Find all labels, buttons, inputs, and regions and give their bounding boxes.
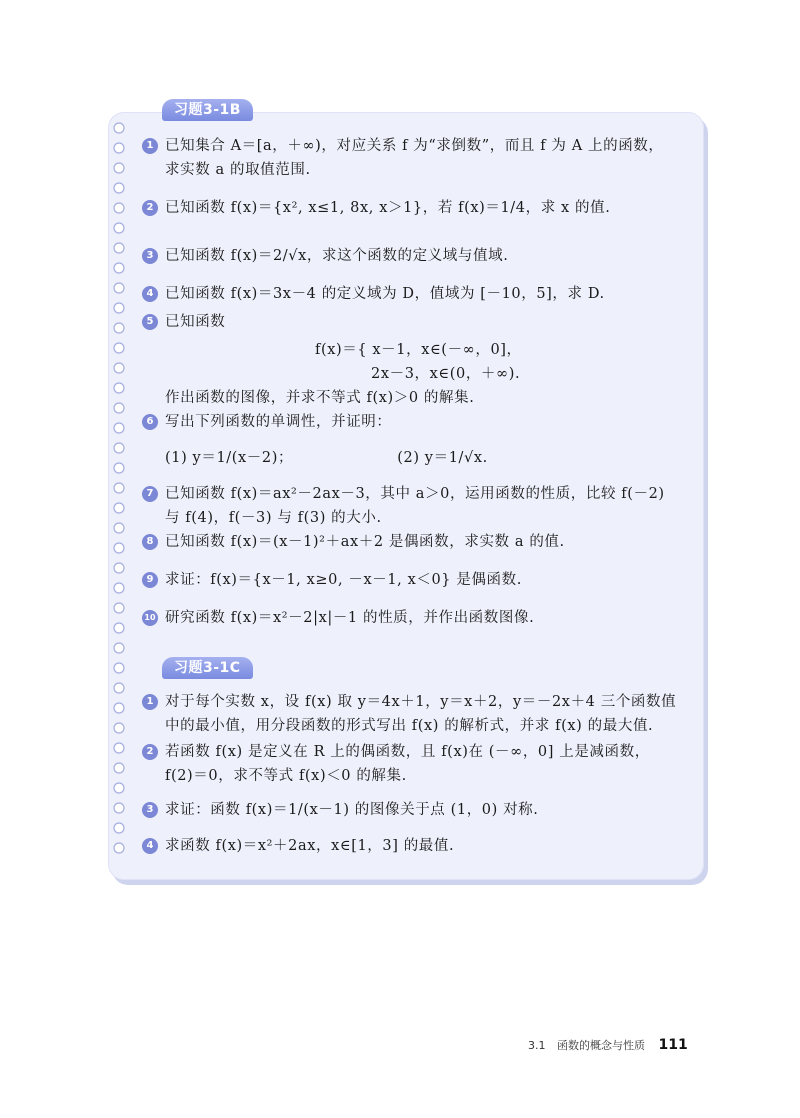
problem-text: 已知函数 xyxy=(165,314,226,330)
problem-text: 已知函数 f(x)＝3x－4 的定义域为 D，值域为 [－10，5]，求 D. xyxy=(165,286,605,302)
problem-text: 已知集合 A＝[a，＋∞)，对应关系 f 为“求倒数”，而且 f 为 A 上的函数， xyxy=(165,138,664,154)
problem-text: 已知函数 f(x)＝ax²－2ax－3，其中 a＞0，运用函数的性质，比较 f(－2) xyxy=(165,486,665,502)
problem-number: 2 xyxy=(142,744,158,760)
problem-text: 若函数 f(x) 是定义在 R 上的偶函数，且 f(x)在 (－∞，0] 上是减函数， xyxy=(165,744,650,760)
problem-number: 3 xyxy=(142,802,158,818)
problem-number: 4 xyxy=(142,286,158,302)
problem-number: 10 xyxy=(142,610,158,626)
problem-subparts: (1) y＝1/(x－2)； (2) y＝1/√x. xyxy=(165,450,488,466)
problem-text: 已知函数 f(x)＝{x², x≤1, 8x, x＞1}，若 f(x)＝1/4，求 x 的值. xyxy=(165,200,611,216)
problem-text: 对于每个实数 x，设 f(x) 取 y＝4x＋1，y＝x＋2，y＝－2x＋4 三个函数值 xyxy=(165,694,677,710)
page-number: 111 xyxy=(658,1037,688,1053)
problem-number: 5 xyxy=(142,314,158,330)
problem-text: 作出函数的图像，并求不等式 f(x)＞0 的解集. xyxy=(165,390,475,406)
problem-number: 8 xyxy=(142,534,158,550)
page-footer xyxy=(528,1037,688,1053)
problem-text: f(2)＝0，求不等式 f(x)＜0 的解集. xyxy=(165,768,407,784)
problem-number: 3 xyxy=(142,248,158,264)
problem-number: 9 xyxy=(142,572,158,588)
problem-text: 研究函数 f(x)＝x²－2|x|－1 的性质，并作出函数图像. xyxy=(165,610,535,626)
footer-chapter-title: 函数的概念与性质 xyxy=(557,1039,645,1052)
problem-formula: 2x－3，x∈(0，＋∞). xyxy=(371,366,521,382)
problem-number: 1 xyxy=(142,138,158,154)
problem-text: 与 f(4)，f(－3) 与 f(3) 的大小. xyxy=(165,510,382,526)
problem-text: 写出下列函数的单调性，并证明： xyxy=(165,414,392,430)
problem-text: 求证：函数 f(x)＝1/(x－1) 的图像关于点 (1，0) 对称. xyxy=(165,802,539,818)
footer-section-number: 3.1 xyxy=(528,1039,546,1052)
problem-text: 求证：f(x)＝{x－1, x≥0, －x－1, x＜0} 是偶函数. xyxy=(165,572,522,588)
problem-text: 已知函数 f(x)＝2/√x，求这个函数的定义域与值域. xyxy=(165,248,509,264)
problem-number: 1 xyxy=(142,694,158,710)
problem-text: 已知函数 f(x)＝(x－1)²＋ax＋2 是偶函数，求实数 a 的值. xyxy=(165,534,565,550)
problem-text: 求函数 f(x)＝x²＋2ax，x∈[1，3] 的最值. xyxy=(165,838,455,854)
section-b-title: 习题3-1B xyxy=(162,99,253,121)
problem-number: 7 xyxy=(142,486,158,502)
problem-formula: f(x)＝{ x－1，x∈(－∞，0]， xyxy=(315,342,522,358)
problem-number: 6 xyxy=(142,414,158,430)
problem-text: 中的最小值，用分段函数的形式写出 f(x) 的解析式，并求 f(x) 的最大值. xyxy=(165,718,654,734)
problem-number: 2 xyxy=(142,200,158,216)
section-c-title: 习题3-1C xyxy=(162,657,253,679)
problem-text: 求实数 a 的取值范围. xyxy=(165,162,311,178)
problem-number: 4 xyxy=(142,838,158,854)
